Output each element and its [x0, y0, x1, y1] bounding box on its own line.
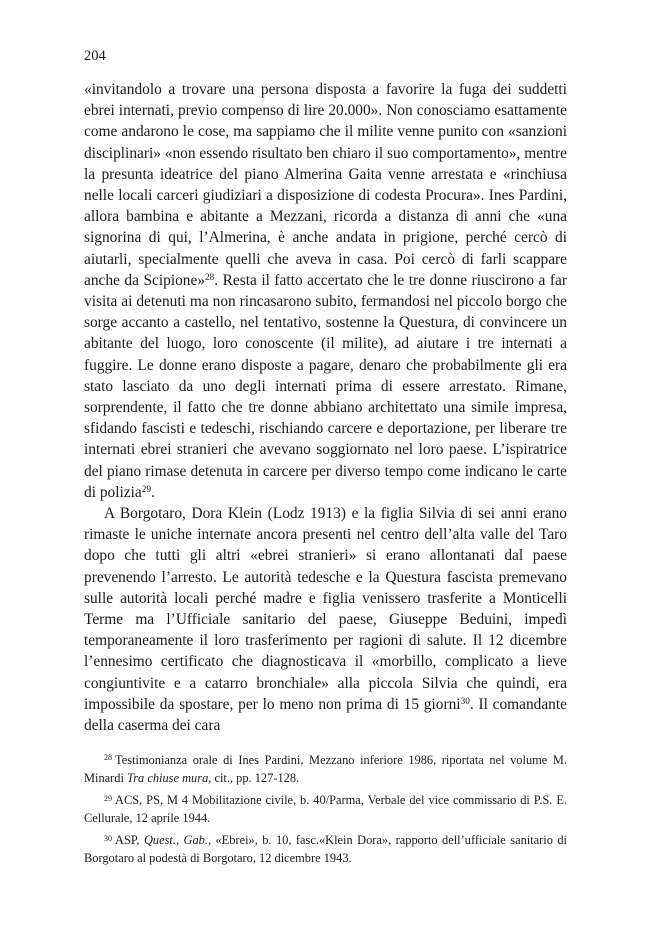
footnote-28	[84, 752, 567, 787]
text-segment: A Borgotaro, Dora Klein (Lodz 1913) e la figlia Silvia di sei anni erano rimaste le uniche internate ancora presenti nel centro dell’alta valle del Taro dopo che tutti gli altri «ebrei stranieri» si erano allontanati dal paese prevenendo l’arresto. Le autorità tedesche e la Questura fascista premevano sulle autorità locali perché madre e figlia venissero trasferite a Monticelli Terme ma l’Ufficiale sanitario del paese, Giuseppe Beduini, impedì temporaneamente il loro trasferimento per ragioni di salute. Il 12 dicembre l’ennesimo certificato che diagnosticava il «morbillo, complicato a lieve congiuntivite e a catarro bronchiale» alla piccola Silvia che quindi, era impossibile da spostare, per lo meno non prima di 15 giorni	[84, 505, 567, 713]
footnote-number: 30	[104, 833, 113, 843]
footnote-text: , «Ebrei», b. 10, fasc.«Klein Dora», rapporto dell’ufficiale sanitario di Borgotaro al podestà di Borgotaro, 12 dicembre 1943.	[84, 833, 567, 865]
footnote-italic: Tra chiuse mura,	[127, 770, 212, 785]
page-number: 204	[84, 48, 106, 64]
footnote-ref-29: 29	[141, 483, 151, 494]
footnote-text: ASP,	[115, 833, 144, 848]
text-segment: . Il comandante della caserma dei cara	[84, 695, 567, 735]
footnote-italic: Quest., Gab.	[143, 833, 208, 848]
footnote-text: cit., pp. 127-128.	[211, 770, 300, 785]
footnote-ref-30: 30	[460, 695, 470, 706]
footnote-29	[84, 792, 567, 827]
footnote-ref-28: 28	[205, 271, 215, 282]
text-segment: «invitandolo a trovare una persona disposta a favorire la fuga dei suddetti ebrei internati, previo compenso di lire 20.000». Non conosciamo esattamente come andarono le cose, ma sappiamo che il milite venne punito con «sanzioni disciplinari» «non essendo risultato ben chiaro il suo comportamento», mentre la presunta ideatrice del piano Almerina Gaita venne arrestata e «rinchiusa nelle locali carceri giudiziari a disposizione di codesta Procura». Ines Pardini, allora bambina e abitante a Mezzani, ricorda a distanza di anni che «una signorina di qui, l’Almerina, è anche andata in prigione, perché cercò di aiutarli, specialmente quelli che aveva in casa. Poi cercò di farli scappare anche da Scipione»	[84, 81, 567, 289]
footnote-text: Testimonianza orale di Ines Pardini, Mezzano inferiore 1986, riportata nel volume M. Minardi	[84, 753, 567, 785]
text-segment: .	[150, 483, 155, 501]
footnote-30	[84, 832, 567, 867]
body-text	[84, 79, 567, 736]
text-segment: . Resta il fatto accertato che le tre donne riuscirono a far visita ai detenuti ma non rincasarono subito, fermandosi nel piccolo borgo che sorge accanto a castello, nel tentativo, sostenne la Questura, di convincere un abitante del luogo, loro conoscente (il milite), ad aiutare i tre internati a fuggire. Le donne erano disposte a pagare, denaro che probabilmente gli era stato lasciato da uno degli internati prima di essere arrestato. Rimane, sorprendente, il fatto che tre donne abbiano architettato una simile impresa, sfidando fascisti e tedeschi, rischiando carcere e deportazione, per liberare tre internati ebrei stranieri che avevano soggiornato nel loro paese. L’ispiratrice del piano rimase detenuta in carcere per diverso tempo come indicano le carte di polizia	[84, 271, 567, 501]
paragraph-2	[84, 503, 567, 736]
paragraph-1	[84, 79, 567, 503]
footnote-text: ACS, PS, M 4 Mobilitazione civile, b. 40/Parma, Verbale del vice commissario di P.S. E. Cellurale, 12 aprile 1944.	[84, 793, 567, 825]
footnote-number: 28	[104, 753, 113, 763]
footnote-number: 29	[104, 793, 113, 803]
footnotes	[84, 752, 567, 873]
